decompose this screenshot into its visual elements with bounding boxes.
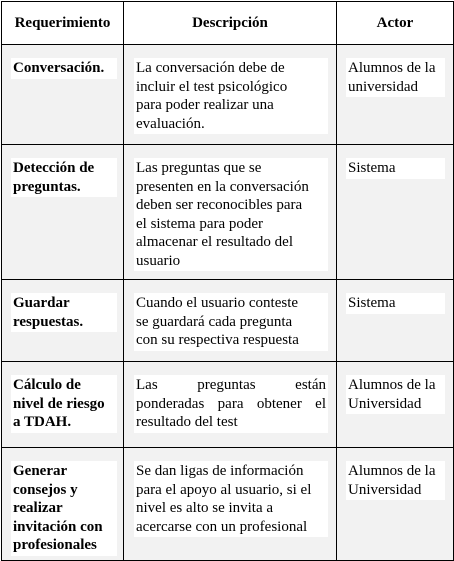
requirement-cell	[2, 45, 124, 145]
actor-cell	[337, 280, 454, 362]
requirement-text: Detección de	[13, 160, 95, 176]
description-cell	[124, 145, 337, 280]
description-text: almacenar el resultado del	[136, 234, 294, 250]
description-text: ponderadas para obtener el	[136, 395, 326, 412]
header-requerimiento: Requerimiento	[2, 2, 124, 45]
actor-cell	[337, 45, 454, 145]
description-text: presenten en la conversación	[136, 178, 309, 195]
actor-cell	[337, 145, 454, 280]
description-text: resultado del test	[136, 414, 238, 430]
requirement-text: preguntas.	[13, 178, 81, 195]
table-row	[2, 145, 454, 280]
actor-text: Alumnos de la	[348, 377, 436, 393]
actor-text: Sistema	[348, 295, 396, 311]
actor-text: Alumnos de la	[348, 60, 436, 76]
requirement-cell	[2, 362, 124, 448]
requirement-text: invitación con	[13, 518, 103, 535]
requirement-text: realizar	[13, 500, 63, 516]
header-descripcion: Descripción	[124, 2, 337, 45]
requirement-text: Cálculo de	[13, 377, 81, 393]
description-text: usuario	[136, 252, 181, 269]
actor-cell	[337, 448, 454, 561]
header-actor: Actor	[337, 2, 454, 45]
requirement-text: profesionales	[13, 537, 97, 553]
description-text: nivel es alto se invita a	[136, 500, 274, 516]
requirement-text: nivel de riesgo	[13, 395, 105, 412]
description-text: para poder realizar una	[136, 97, 274, 113]
table-row	[2, 280, 454, 362]
description-cell	[124, 45, 337, 145]
description-text: evaluación.	[136, 115, 205, 132]
table-row	[2, 362, 454, 448]
description-text: La conversación debe de	[136, 60, 285, 76]
description-text: el sistema para poder	[136, 215, 264, 232]
table-row	[2, 45, 454, 145]
requirement-text: Generar	[13, 463, 68, 479]
requirement-cell	[2, 280, 124, 362]
description-text: se guardará cada pregunta	[136, 313, 293, 330]
requirement-text: respuestas.	[13, 313, 84, 330]
actor-text: Alumnos de la	[348, 463, 436, 479]
actor-text: Universidad	[348, 395, 422, 412]
description-text: con su respectiva respuesta	[136, 332, 299, 348]
actor-cell	[337, 362, 454, 448]
description-text: Se dan ligas de información	[136, 463, 304, 479]
description-text: para el apoyo al usuario, si el	[136, 481, 312, 498]
requirement-text: Guardar	[13, 295, 70, 311]
description-text: incluir el test psicológico	[136, 78, 288, 95]
description-cell	[124, 362, 337, 448]
requirement-text: Conversación.	[13, 60, 105, 76]
description-cell	[124, 448, 337, 561]
description-text: Cuando el usuario conteste	[136, 295, 299, 311]
requirement-cell	[2, 448, 124, 561]
requirement-cell	[2, 145, 124, 280]
actor-text: universidad	[348, 78, 418, 95]
table-row	[2, 448, 454, 561]
table-header-row	[2, 2, 454, 45]
requirement-text: a TDAH.	[13, 414, 72, 430]
requirement-text: consejos y	[13, 481, 78, 498]
actor-text: Universidad	[348, 481, 422, 498]
description-text: acercarse con un profesional	[136, 518, 308, 535]
description-cell	[124, 280, 337, 362]
description-text: Las preguntas que se	[136, 160, 262, 176]
description-text: deben ser reconocibles para	[136, 197, 303, 213]
requirements-table	[1, 1, 454, 561]
description-text: Las preguntas están	[136, 377, 326, 393]
actor-text: Sistema	[348, 160, 396, 176]
